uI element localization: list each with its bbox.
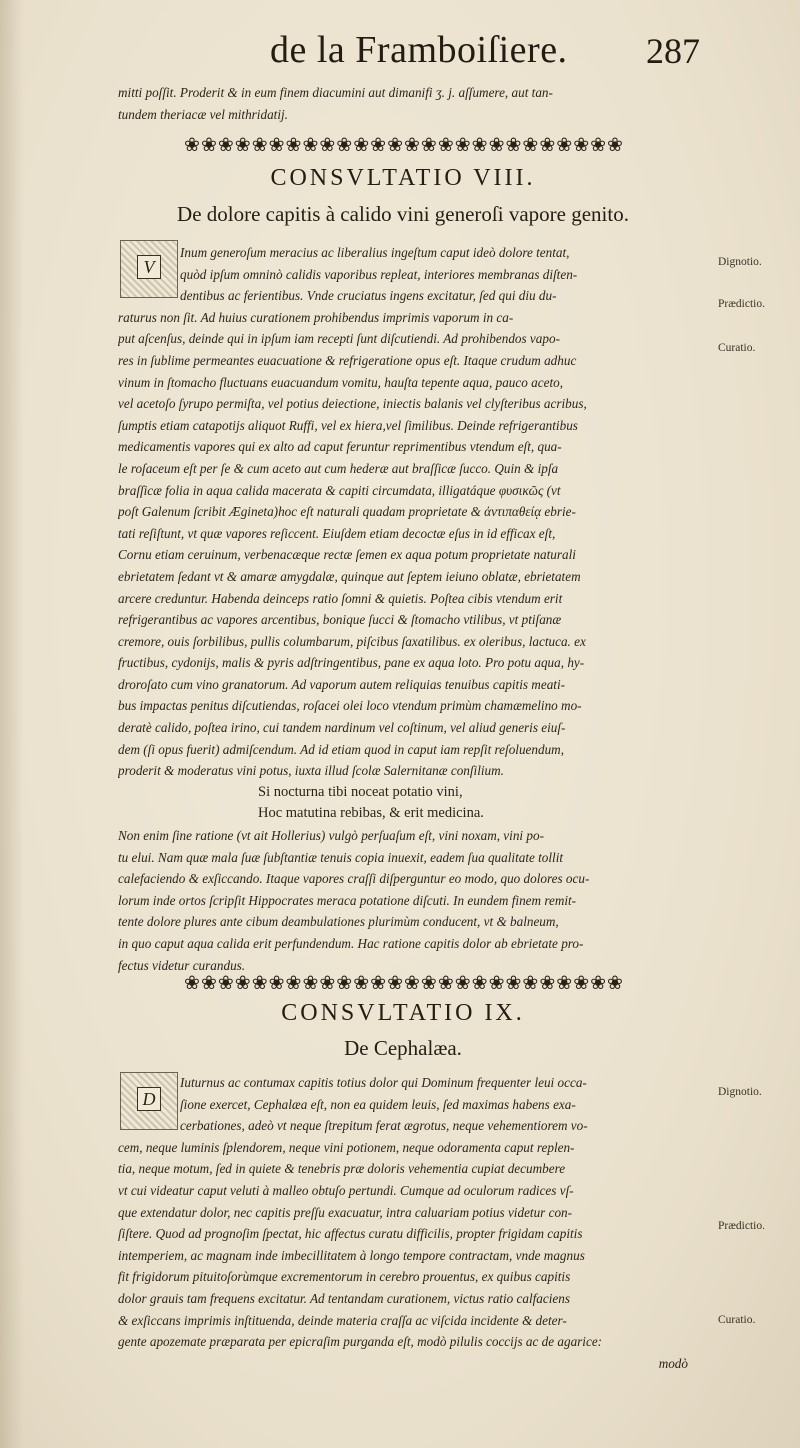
running-title: de la Framboiſiere. [270,29,568,71]
margin-note-praedictio: Prædictio. [718,298,765,310]
text-line: intemperiem, ac magnam inde imbecillitatem à longo tempore contractam, vnde magnus [118,1247,585,1263]
text-line: cremore, ouis ſorbilibus, pullis columbarum, piſcibus ſaxatilibus. ex oleribus, lactuca. ex [118,633,586,649]
text-line: put aſcenſus, deinde qui in ipſum iam recepti ſunt diſcutiendi. Ad prohibendos vapo- [118,331,560,347]
text-line: cerbationes, adeò vt neque ſtrepitum ferat ægrotus, neque vehementiorem vo- [180,1118,588,1134]
section-heading: CONSVLTATIO IX. [281,1000,525,1026]
gutter-shadow [0,0,24,1448]
page-number: 287 [646,31,700,71]
text-line: tu elui. Nam quæ mala ſuæ ſubſtantiæ tenuis copia inuexit, eadem ſua qualitate tollit [118,849,564,865]
text-line: dem (ſi opus fuerit) admiſcendum. Ad id etiam quod in caput iam repſit reſoluendum, [118,741,564,757]
drop-cap-letter: D [137,1087,161,1111]
text-line: vel acetoſo ſyrupo permiſta, vel potius deiectione, iniectis balanis vel clyſteribus acribus, [118,396,587,412]
section-subheading: De dolore capitis à calido vini generoſi vapore genito. [177,202,629,226]
text-line: cem, neque luminis ſplendorem, neque vini potionem, neque odoramenta caput replen- [118,1139,575,1155]
section-heading: CONSVLTATIO VIII. [270,165,536,191]
text-line: in quo caput aqua calida erit perfundendum. Hac ratione capitis dolor ab ebrietate pro- [118,936,584,951]
text-line: & exſiccans imprimis inſtituenda, deinde materia craſſa ac viſcida incidente & deter- [118,1312,567,1328]
ornament-band: ❀❀❀❀❀❀❀❀❀❀❀❀❀❀❀❀❀❀❀❀❀❀❀❀❀❀ [184,973,624,994]
text-line: ſiſtere. Quod ad prognoſim ſpectat, hic affectus curatu difficilis, propter frigidam capitis [118,1226,583,1242]
text-line: gente apozemate præparata per epicraſim purganda eſt, modò pilulis coccijs ac de agarice: [118,1334,603,1350]
section8-body [118,242,688,976]
text-line: quòd ipſum omninò calidis vaporibus repleat, interiores membranas diſten- [180,266,578,282]
text-line: refrigerantibus ac vapores arcentibus, bonique ſucci & ſtomacho vtilibus, vt ptiſanæ [118,612,562,628]
text-line: ebrietatem ſedant vt & amaræ amygdalæ, quinque aut ſeptem ieiuno oblatæ, ebrietatem [118,568,581,584]
margin-note-praedictio: Prædictio. [718,1220,765,1232]
text-line: bus impactas penitus diſcutiendas, roſacei olei loco vtendum primùm chamæmelino mo- [118,698,582,714]
text-line: deratè calido, poſtea irino, cui tandem nardinum vel coſtinum, vel aliud generis eiuſ- [118,720,566,736]
text-line: lorum inde ortos ſcripſit Hippocrates meraca potatione diſcuti. In eundem finem remit- [118,892,577,908]
margin-note-curatio: Curatio. [718,342,756,354]
text-line: proderit & moderatus vini potus, iuxta illud ſcolæ Salernitanæ conſilium. [118,763,504,779]
text-line: mitti poſſit. Proderit & in eum finem diacumini aut dimanifi ʒ. j. aſſumere, aut tan- [118,85,553,100]
verse-line: Hoc matutina rebibas, & erit medicina. [258,805,484,822]
text-line: le roſaceum eſt per ſe & cum aceto aut cum hederæ aut braſſicæ ſucco. Quin & ipſa [118,460,559,476]
text-line: dolor grauis tam frequens excitatur. Ad tentandam curationem, victus ratio calfaciens [118,1290,570,1306]
text-line: arcere creduntur. Habenda deinceps ratio ſomni & quietis. Poſtea cibis vtendum erit [118,590,563,606]
text-line: fectus videtur curandus. [118,957,246,973]
margin-note-dignotio: Dignotio. [718,256,762,268]
margin-note-dignotio: Dignotio. [718,1086,762,1098]
text-line: que extendatur dolor, nec capitis preſſu exacuatur, intra caluariam potius videtur con- [118,1204,573,1220]
text-line: braſſicæ folia in aqua calida macerata & capiti circumdata, illigatáque φυσικῶς (vt [118,482,561,498]
running-header [270,28,700,78]
text-line: ſione exercet, Cephalæa eſt, non ea quidem leuis, ſed maximas habens exa- [180,1096,576,1112]
text-line: vinum in ſtomacho fluctuans euacuandum vomitu, hauſta tepente aqua, pauco aceto, [118,374,563,390]
margin-note-curatio: Curatio. [718,1314,756,1326]
text-line: raturus non ſit. Ad huius curationem prohibendus imprimis vaporum in ca- [118,309,514,325]
text-line: dentibus ac ferientibus. Vnde cruciatus ingens excitatur, ſed qui diu du- [180,288,557,304]
text-line: res in ſublime permeantes euacuatione & refrigeratione opus eſt. Itaque crudum adhuc [118,352,577,368]
text-line: medicamentis vapores qui ex alto ad caput feruntur reprimentibus vtendum eſt, qua- [118,439,562,455]
text-line: fructibus, cydonijs, malis & pyris adſtringentibus, pane ex aqua loto. Pro potu aqua, hy- [118,655,585,671]
intro-paragraph [118,82,688,125]
drop-cap-letter: V [137,255,161,279]
text-line: tente dolore plures ante cibum deambulationes plurimùm conducent, vt & balneum, [118,914,559,930]
text-line: tundem theriacæ vel mithridatij. [118,106,288,122]
text-line: ſumptis etiam catapotijs aliquot Ruffi, vel ex hiera,vel ſimilibus. Deinde refrigerantibus [118,417,578,433]
catchword: modò [658,1355,688,1371]
text-line: droroſato cum vino granatorum. Ad vaporum autem reliquias tenuibus capitis meati- [118,676,566,692]
text-line: tia, neque motum, ſed in quiete & tenebris præ doloris vehementia cupiat decumbere [118,1161,566,1177]
ornament-band: ❀❀❀❀❀❀❀❀❀❀❀❀❀❀❀❀❀❀❀❀❀❀❀❀❀❀ [184,135,624,156]
text-line: Cornu etiam ceruinum, verbenacæque rectæ ſemen ex aqua potum proprietate naturali [118,547,576,563]
text-line: vt cui videatur caput veluti à malleo obtuſo pertundi. Cumque ad oculorum radices vſ- [118,1182,574,1198]
text-line: Non enim ſine ratione (vt ait Hollerius) vulgò perſuaſum eſt, vini noxam, vini po- [118,828,544,844]
text-line: poſt Galenum ſcribit Ægineta)hoc eſt naturali quadam proprietate & ἀντιπαθείᾳ ebrie- [118,504,576,520]
text-line: Iuturnus ac contumax capitis totius dolor qui Dominum frequenter leui occa- [180,1075,587,1090]
text-line: calefaciendo & exſiccando. Itaque vapores craſſi diſperguntur eo modo, quo dolores ocu- [118,871,590,887]
section-subheading: De Cephalæa. [344,1036,462,1060]
verse-line: Si nocturna tibi noceat potatio vini, [258,783,463,800]
text-line: tati reſiſtunt, vt quæ vapores reſiccent. Eiuſdem etiam decoctæ eſus in id efficax eſt, [118,525,556,541]
text-line: fit frigidorum pituitoſorùmque excrementorum in cerebro prouentus, ex quibus capitis [118,1269,571,1285]
section9-body [118,1072,688,1374]
text-line: Inum generoſum meracius ac liberalius ingeſtum caput ideò dolore tentat, [180,245,570,260]
